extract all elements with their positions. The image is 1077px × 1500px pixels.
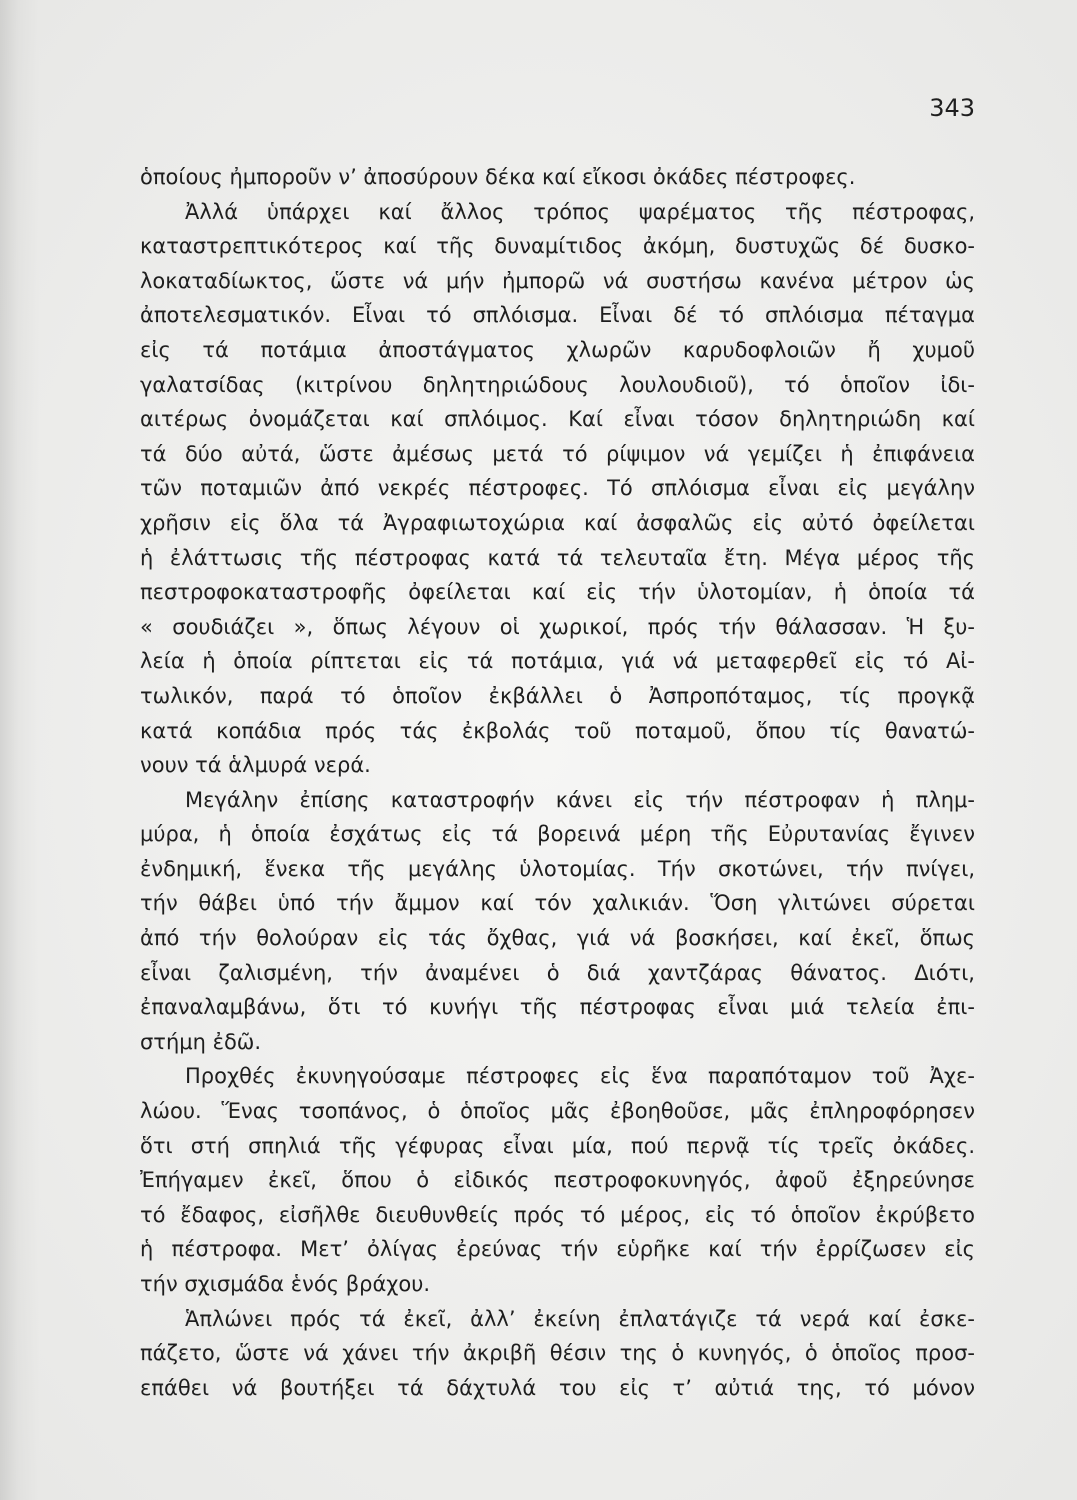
text-line: Μεγάλην ἐπίσης καταστροφήν κάνει εἰς τήν πέστροφαν ἡ πλημ- — [185, 787, 975, 812]
text-line: χρῆσιν εἰς ὅλα τά Ἀγραφιωτοχώρια καί ἀσφαλῶς εἰς αὐτό ὀφείλεται — [140, 510, 975, 535]
text-line: ἀποτελεσματικόν. Εἶναι τό σπλόισμα. Εἶναι δέ τό σπλόισμα πέταγμα — [140, 303, 975, 328]
text-line: μύρα, ἡ ὁποία ἐσχάτως εἰς τά βορεινά μέρη τῆς Εὐρυτανίας ἔγινεν — [140, 822, 975, 847]
paragraph — [140, 1302, 975, 1406]
text-line: Προχθές ἐκυνηγούσαμε πέστροφες εἰς ἕνα παραπόταμον τοῦ Ἀχε- — [185, 1064, 975, 1089]
text-line: τήν θάβει ὑπό τήν ἄμμον καί τόν χαλικιάν. Ὅση γλιτώνει σύρεται — [140, 891, 975, 916]
text-line: τῶν ποταμιῶν ἀπό νεκρές πέστροφες. Τό σπλόισμα εἶναι εἰς μεγάλην — [140, 476, 975, 501]
text-line: αιτέρως ὀνομάζεται καί σπλόιμος. Καί εἶναι τόσον δηλητηριώδη καί — [140, 407, 975, 432]
text-line: ἐνδημική, ἕνεκα τῆς μεγάλης ὑλοτομίας. Τήν σκοτώνει, τήν πνίγει, — [140, 856, 975, 881]
text-line: « σουδιάζει », ὅπως λέγουν οἱ χωρικοί, πρός τήν θάλασσαν. Ἡ ξυ- — [140, 614, 975, 639]
text-line: Ἁπλώνει πρός τά ἐκεῖ, ἀλλ’ ἐκείνη ἐπλατάγιζε τά νερά καί ἐσκε- — [185, 1306, 975, 1331]
text-line: καταστρεπτικότερος καί τῆς δυναμίτιδος ἀκόμη, δυστυχῶς δέ δυσκο- — [140, 234, 975, 259]
text-line: εἶναι ζαλισμένη, τήν ἀναμένει ὁ διά χαντζάρας θάνατος. Διότι, — [140, 960, 975, 985]
paragraph — [140, 783, 975, 1060]
page-number: 343 — [929, 94, 975, 122]
text-line: ἡ ἐλάττωσις τῆς πέστροφας κατά τά τελευταῖα ἔτη. Μέγα μέρος τῆς — [140, 545, 975, 570]
text-line: επάθει νά βουτήξει τά δάχτυλά του εἰς τ’ αὐτιά της, τό μόνον — [140, 1375, 975, 1400]
text-line: εἰς τά ποτάμια ἀποστάγματος χλωρῶν καρυδοφλοιῶν ἤ χυμοῦ — [140, 337, 975, 362]
text-line: τωλικόν, παρά τό ὁποῖον ἐκβάλλει ὁ Ἀσπροπόταμος, τίς προγκᾷ — [140, 683, 975, 708]
text-line: τά δύο αὐτά, ὥστε ἀμέσως μετά τό ρίψιμον νά γεμίζει ἡ ἐπιφάνεια — [140, 441, 975, 466]
text-line: γαλατσίδας (κιτρίνου δηλητηριώδους λουλουδιοῦ), τό ὁποῖον ἰδι- — [140, 372, 975, 397]
text-line: λεία ἡ ὁποία ρίπτεται εἰς τά ποτάμια, γιά νά μεταφερθεῖ εἰς τό Αἰ- — [140, 649, 975, 674]
text-line: στήμη ἐδῶ. — [140, 1029, 262, 1054]
text-line: ἀπό τήν θολούραν εἰς τάς ὄχθας, γιά νά βοσκήσει, καί ἐκεῖ, ὅπως — [140, 926, 975, 951]
body-text — [140, 160, 975, 1405]
text-line: ἐπαναλαμβάνω, ὅτι τό κυνήγι τῆς πέστροφας εἶναι μιά τελεία ἐπι- — [140, 995, 975, 1020]
text-line: τήν σχισμάδα ἑνός βράχου. — [140, 1272, 431, 1296]
text-line: ἡ πέστροφα. Μετ’ ὀλίγας ἐρεύνας τήν εὑρῆκε καί τήν ἐρρίζωσεν εἰς — [140, 1237, 975, 1262]
text-line: ὅτι στή σπηλιά τῆς γέφυρας εἶναι μία, πού περνᾷ τίς τρεῖς ὀκάδες. — [140, 1133, 975, 1158]
text-line: Ἀλλά ὑπάρχει καί ἄλλος τρόπος ψαρέματος τῆς πέστροφας, — [185, 199, 975, 224]
paragraph — [140, 160, 975, 195]
text-line: πάζετο, ὥστε νά χάνει τήν ἀκριβῆ θέσιν της ὁ κυνηγός, ὁ ὁποῖος προσ- — [140, 1341, 975, 1366]
text-line: τό ἔδαφος, εἰσῆλθε διευθυνθείς πρός τό μέρος, εἰς τό ὁποῖον ἐκρύβετο — [140, 1202, 975, 1227]
text-line: κατά κοπάδια πρός τάς ἐκβολάς τοῦ ποταμοῦ, ὅπου τίς θανατώ- — [140, 718, 975, 743]
text-line: πεστροφοκαταστροφῆς ὀφείλεται καί εἰς τήν ὑλοτομίαν, ἡ ὁποία τά — [140, 580, 975, 605]
paragraph — [140, 195, 975, 783]
text-line: νουν τά ἁλμυρά νερά. — [140, 753, 371, 778]
text-line: ὁποίους ἠμποροῦν ν’ ἀποσύρουν δέκα καί εἴκοσι ὀκάδες πέστροφες. — [140, 165, 856, 189]
text-line: λοκαταδίωκτος, ὥστε νά μήν ἠμπορῶ νά συστήσω κανένα μέτρον ὡς — [140, 268, 975, 293]
paragraph — [140, 1059, 975, 1301]
text-line: Ἐπήγαμεν ἐκεῖ, ὅπου ὁ εἰδικός πεστροφοκυνηγός, ἀφοῦ ἐξηρεύνησε — [140, 1168, 975, 1193]
text-line: λώου. Ἕνας τσοπάνος, ὁ ὁποῖος μᾶς ἐβοηθοῦσε, μᾶς ἐπληροφόρησεν — [140, 1099, 975, 1124]
